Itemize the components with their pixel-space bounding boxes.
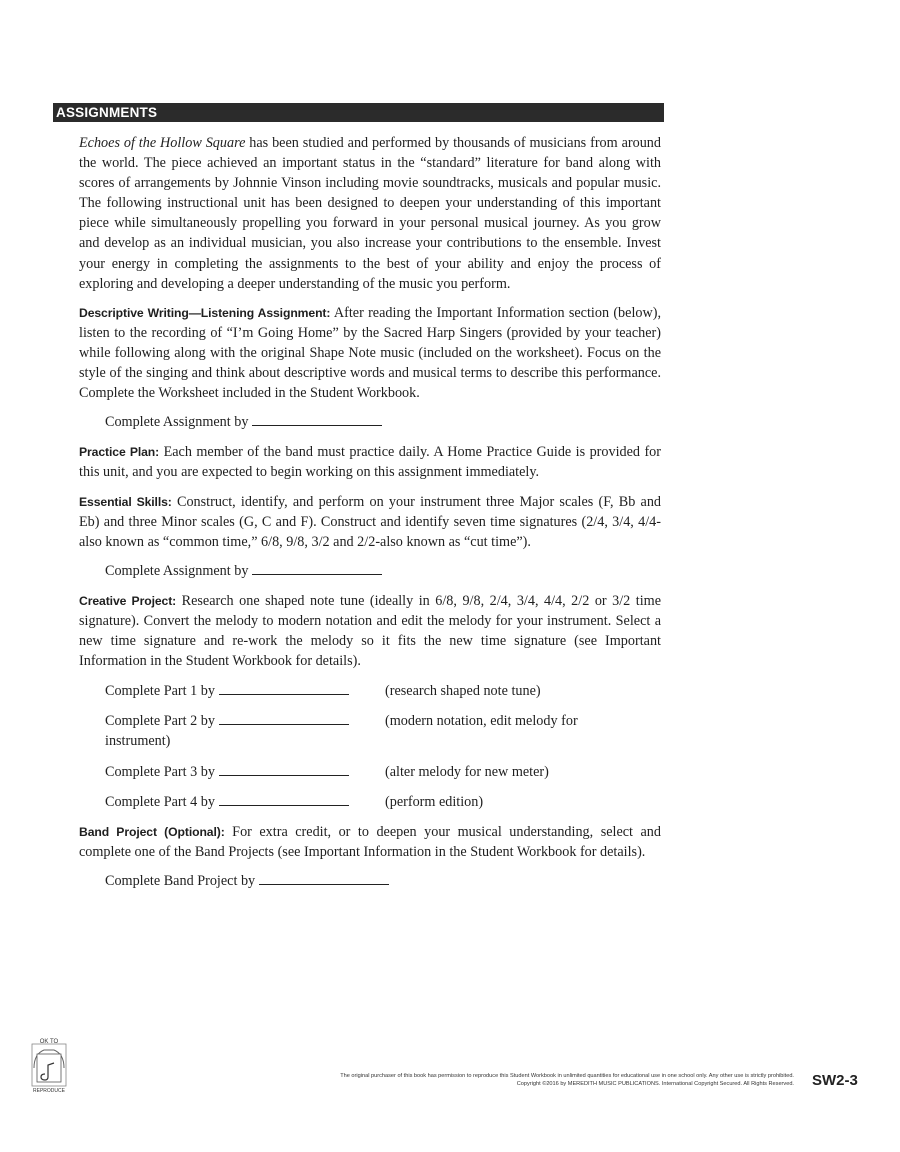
descriptive-writing-paragraph [79,303,661,403]
descriptive-due-line [79,412,661,432]
due-blank[interactable] [252,413,382,426]
band-project-text: For extra credit, or to deepen your musical understanding, select and complete one of the Band Projects (see Important Information in the Student Workbook for details). [79,823,661,860]
due-blank[interactable] [252,562,382,575]
part-blank[interactable] [219,682,349,695]
part-blank[interactable] [219,793,349,806]
part-1-line [79,681,661,701]
part-4-line [79,792,661,812]
due-label: Complete Assignment by [105,562,249,579]
band-project-paragraph [79,822,661,862]
essential-skills-paragraph [79,492,661,552]
creative-project-paragraph [79,591,661,671]
band-project-label: Band Project (Optional): [79,824,225,839]
part-label: Complete Part 2 by [105,713,215,730]
creative-project-label: Creative Project: [79,593,177,608]
copyright-notice: Copyright ©2016 by MEREDITH MUSIC PUBLICATIONS. International Copyright Secured. All Rights Reserved. [516,1080,794,1087]
descriptive-writing-text: After reading the Important Information section (below), listen to the recording of “I’m Going Home” by the Sacred Harp Singers (provided by your teacher) while following along with the original Shape Note music (included on the worksheet). Focus on the style of the singing and think about descriptive words and musical terms to describe this performance. Complete the Worksheet included in the Student Workbook. [79,304,661,402]
permission-notice: The original purchaser of this book has permission to reproduce this Student Workbook in unlimited quantities for educational use in one school only. Any other use is strictly prohibited. [340,1073,794,1079]
intro-text: has been studied and performed by thousands of musicians from around the world. The piece achieved an important status in the “standard” literature for band along with scores of arrangements by Johnnie Vinson including movie soundtracks, musicals and popular music. The following instructional unit has been designed to deepen your understanding of this important piece while simultaneously propelling you forward in your personal musical journey. As you grow and develop as an individual musician, you also increase your contributions to the ensemble. Invest your energy in completing the assignments to the best of your ability and enjoy the process of exploring and developing a deeper understanding of the music you perform. [79,135,661,292]
svg-text:OK TO: OK TO [39,1039,59,1045]
practice-plan-text: Each member of the band must practice daily. A Home Practice Guide is provided for this unit, and you are expected to begin working on this assignment immediately. [79,444,661,481]
svg-text:REPRODUCE: REPRODUCE [33,1088,65,1094]
part-2-line [79,711,661,751]
essential-due-line [79,561,661,581]
practice-plan-paragraph [79,442,661,482]
part-blank[interactable] [219,763,349,776]
essential-skills-text: Construct, identify, and perform on your instrument three Major scales (F, Bb and Eb) and three Minor scales (G, C and F). Construct and identify seven time signatures (2/4, 3/4, 4/4-also known as “common time,” 6/8, 9/8, 3/2 and 2/2-also known as “cut time”). [79,493,662,550]
part-label: Complete Part 3 by [105,763,215,780]
page-number: SW2-3 [812,1072,858,1089]
due-label: Complete Band Project by [105,872,256,889]
part-note: (modern notation, edit melody for [385,713,578,730]
part-note: (perform edition) [385,793,484,810]
part-3-line [79,762,661,782]
due-label: Complete Assignment by [105,414,249,431]
part-blank[interactable] [219,712,349,725]
part-label: Complete Part 1 by [105,683,215,700]
practice-plan-label: Practice Plan: [79,445,160,460]
essential-skills-label: Essential Skills: [79,494,172,509]
band-due-line [79,871,661,891]
part-note: (alter melody for new meter) [385,763,549,780]
section-header: ASSIGNMENTS [53,103,664,122]
copyright-footer [82,1073,794,1088]
descriptive-writing-label: Descriptive Writing—Listening Assignment: [79,305,331,320]
creative-project-text: Research one shaped note tune (ideally in 6/8, 9/8, 2/4, 3/4, 4/4, 2/2 or 3/2 time signature). Convert the melody to modern notation and edit the melody for your instrument. Select a new time signature and re-work the melody so it fits the new time signature (see Important Information in the Student Workbook for details). [79,592,661,670]
part-note: (research shaped note tune) [385,683,541,700]
due-blank[interactable] [259,872,389,885]
ok-to-reproduce-stamp-icon [26,1036,72,1094]
intro-paragraph [79,133,661,294]
part-label: Complete Part 4 by [105,793,215,810]
part-note-continued: instrument) [105,733,171,750]
page-content [56,103,662,891]
work-title: Echoes of the Hollow Square [79,135,246,151]
